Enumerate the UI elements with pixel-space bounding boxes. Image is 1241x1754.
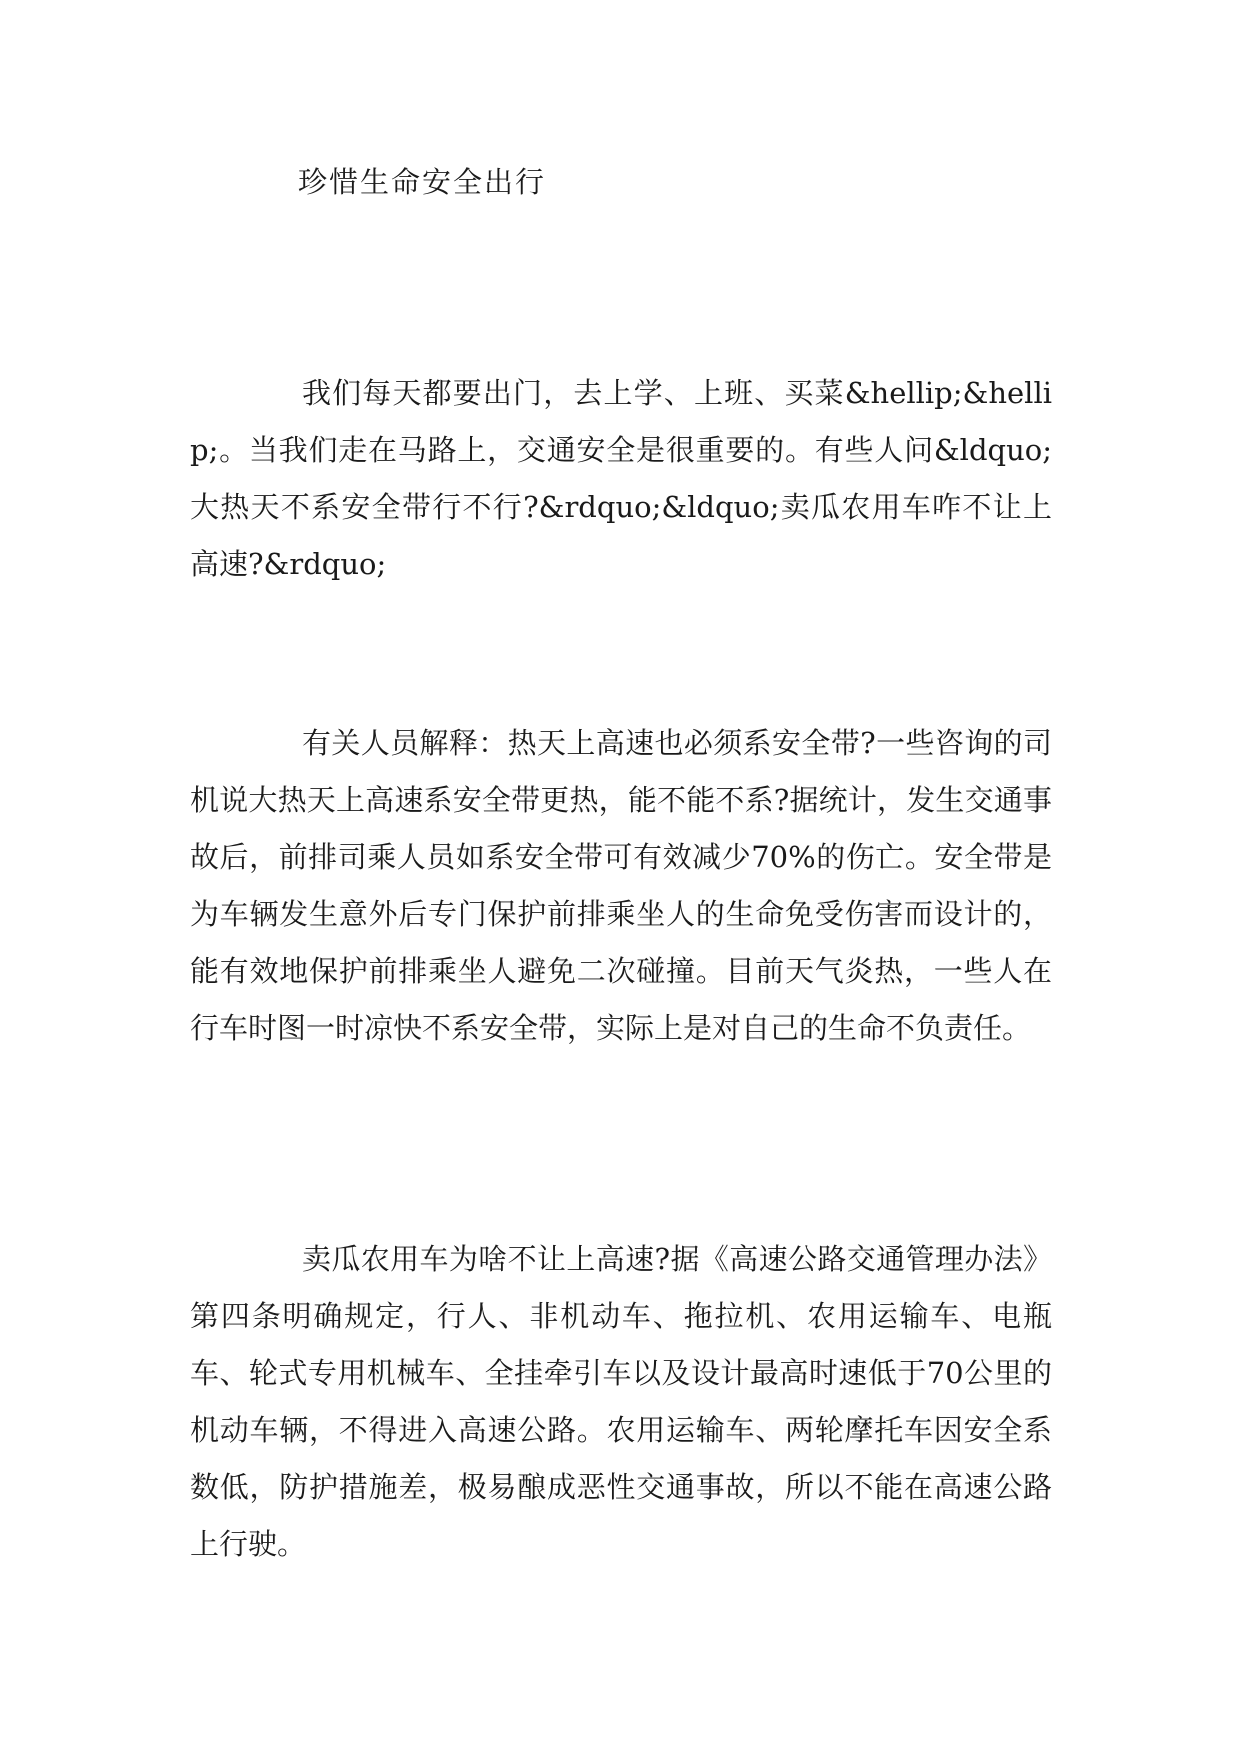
paragraph-1: 我们每天都要出门，去上学、上班、买菜&hellip;&hellip;。当我们走在马路上，交通安全是很重要的。有些人问&ldquo;大热天不系安全带行不行?&rdquo;&ldquo;卖瓜农用车咋不让上高速?&rdquo; xyxy=(190,376,1052,581)
document-title: 珍惜生命安全出行 xyxy=(298,165,547,199)
paragraph-2: 有关人员解释：热天上高速也必须系安全带?一些咨询的司机说大热天上高速系安全带更热，能不能不系?据统计，发生交通事故后，前排司乘人员如系安全带可有效减少70%的伤亡。安全带是为车辆发生意外后专门保护前排乘坐人的生命免受伤害而设计的，能有效地保护前排乘坐人避免二次碰撞。目前天气炎热，一些人在行车时图一时凉快不系安全带，实际上是对自己的生命不负责任。 xyxy=(190,726,1052,1045)
paragraph-3: 卖瓜农用车为啥不让上高速?据《高速公路交通管理办法》第四条明确规定，行人、非机动车、拖拉机、农用运输车、电瓶车、轮式专用机械车、全挂牵引车以及设计最高时速低于70公里的机动车辆，不得进入高速公路。农用运输车、两轮摩托车因安全系数低，防护措施差，极易酿成恶性交通事故，所以不能在高速公路上行驶。 xyxy=(190,1242,1052,1561)
